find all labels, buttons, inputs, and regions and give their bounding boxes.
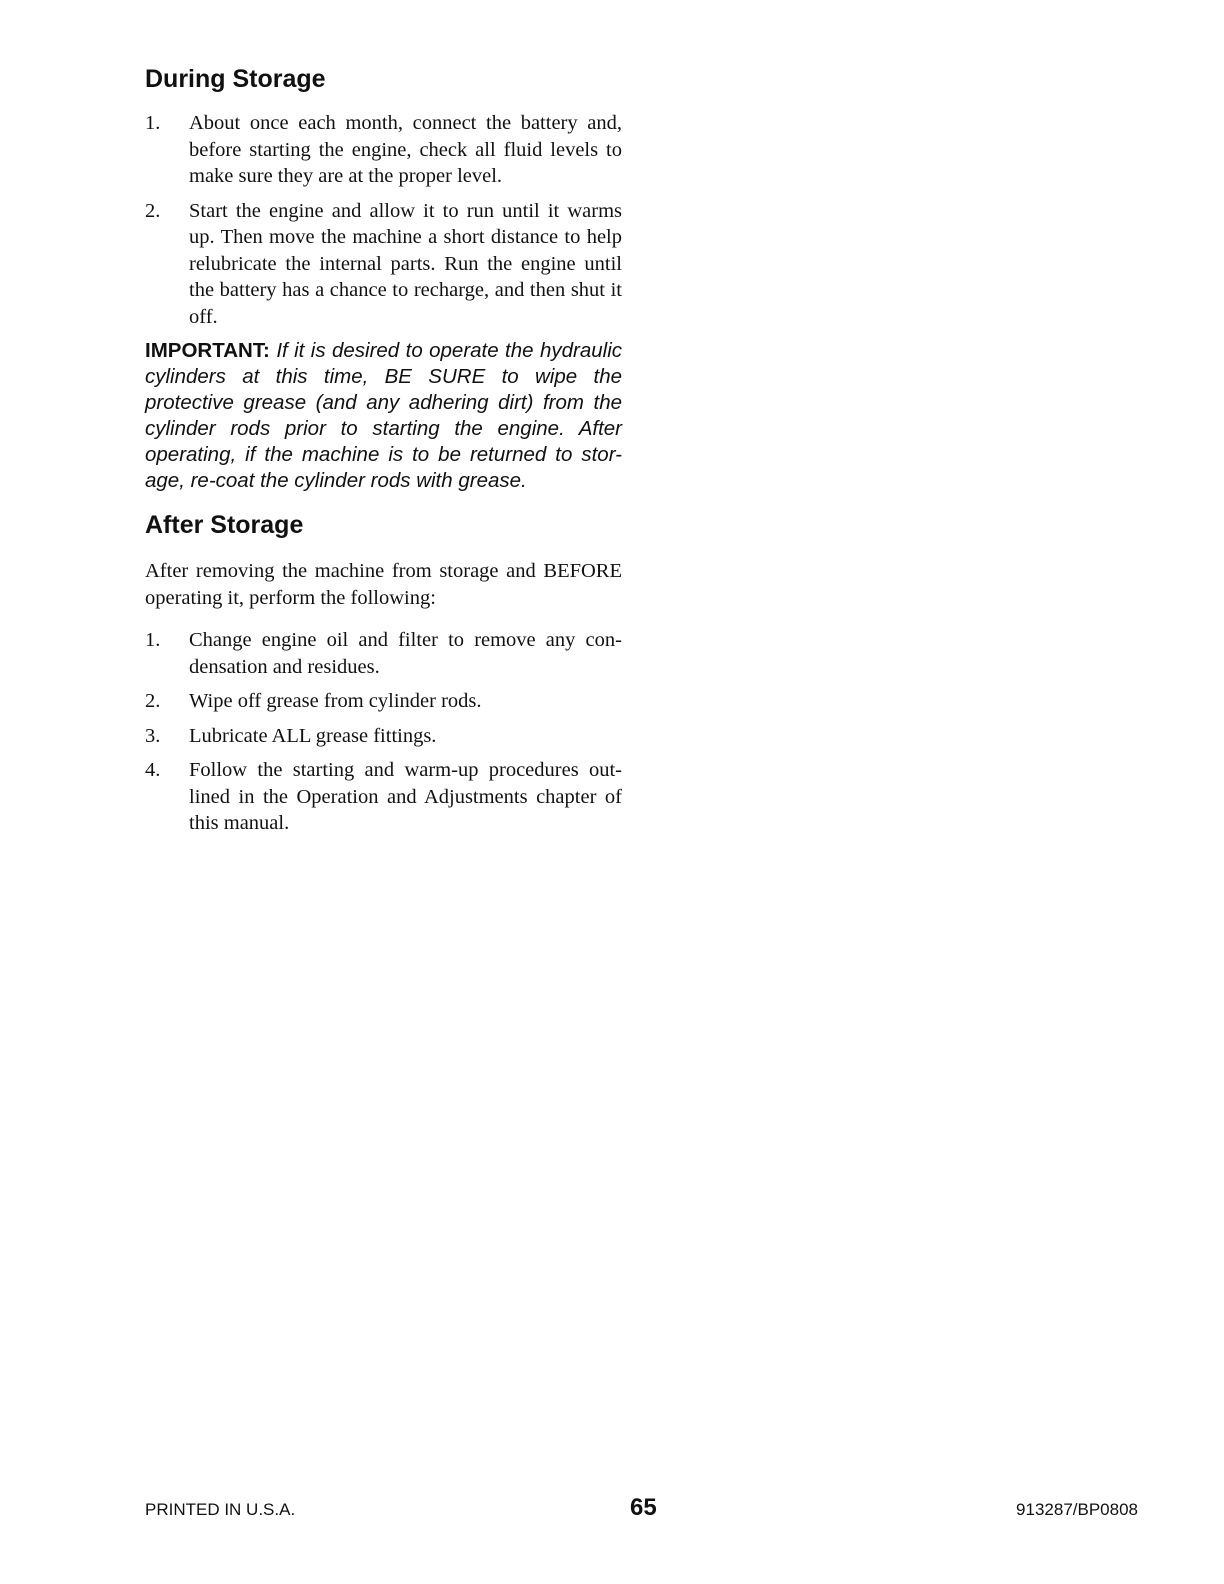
list-item [145, 757, 622, 837]
important-note [145, 338, 622, 494]
list-item-text: Follow the starting and warm-up procedures out-lined in the Operation and Adjustments chapter of this manual. [189, 759, 622, 834]
footer-printed-in: PRINTED IN U.S.A. [145, 1500, 296, 1519]
important-text: If it is desired to operate the hydraulic cylinders at this time, BE SURE to wipe the protective grease (and any adhering dirt) from the cylinder rods prior to starting the engine. After operating, if the machine is to be returned to stor-age, re-coat the cylinder rods with grease. [145, 339, 623, 492]
list-item [145, 723, 622, 750]
list-item [145, 627, 622, 680]
page-footer [145, 1494, 1138, 1524]
list-item [145, 688, 622, 715]
list-item-number: 2. [145, 199, 161, 222]
main-column [145, 64, 622, 845]
list-item-text: Change engine oil and filter to remove any con-densation and residues. [189, 629, 622, 678]
list-item-text: About once each month, connect the battery and, before starting the engine, check all fluid levels to make sure they are at the proper level. [189, 112, 622, 187]
list-item-number: 2. [145, 690, 161, 712]
during-storage-heading: During Storage [145, 65, 326, 93]
list-item-text: Wipe off grease from cylinder rods. [189, 690, 482, 712]
list-item-text: Start the engine and allow it to run until it warms up. Then move the machine a short distance to help relubricate the internal parts. Run the engine until the battery has a chance to recharge, and then shut it off. [189, 199, 622, 328]
page-number: 65 [630, 1494, 657, 1521]
list-item-number: 3. [145, 724, 161, 747]
list-item-number: 1. [145, 112, 161, 134]
footer-document-code: 913287/BP0808 [1016, 1500, 1138, 1519]
after-storage-heading: After Storage [145, 511, 304, 539]
after-storage-intro: After removing the machine from storage and BEFORE operating it, perform the following: [145, 560, 622, 609]
during-storage-list [145, 110, 622, 330]
list-item-text: Lubricate ALL grease fittings. [189, 724, 437, 747]
important-label: IMPORTANT: [145, 339, 270, 362]
list-item [145, 198, 622, 331]
after-storage-list [145, 627, 622, 837]
list-item [145, 110, 622, 190]
list-item-number: 4. [145, 759, 161, 781]
list-item-number: 1. [145, 629, 161, 651]
